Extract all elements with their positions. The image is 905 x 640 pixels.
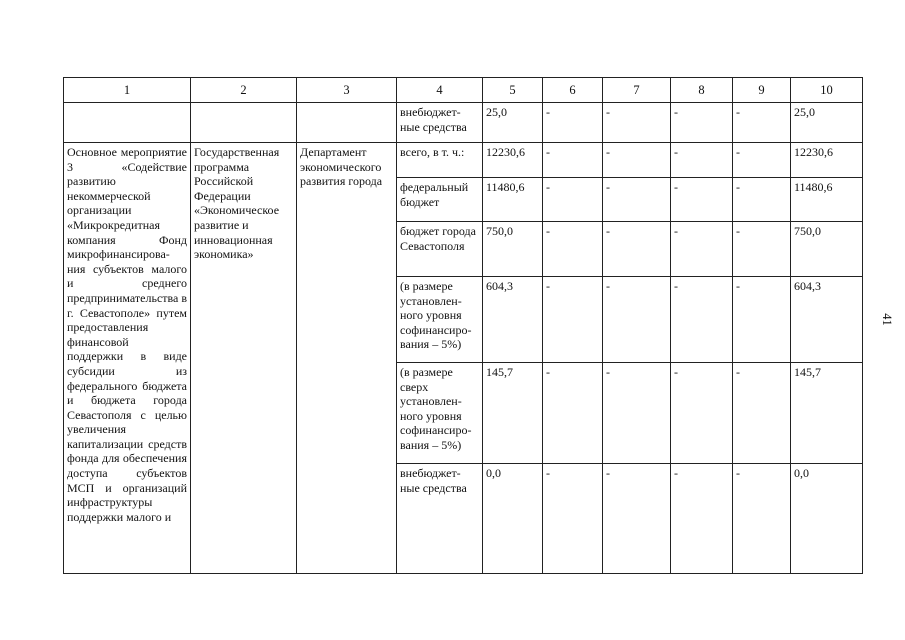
value-cell: - xyxy=(733,222,791,277)
value-cell: - xyxy=(543,178,603,222)
header-row xyxy=(64,78,863,103)
value-cell: - xyxy=(543,277,603,363)
value-cell: 12230,6 xyxy=(483,143,543,178)
header-cell: 2 xyxy=(191,78,297,103)
value-cell: - xyxy=(733,277,791,363)
value-cell: - xyxy=(671,143,733,178)
empty-cell xyxy=(297,103,397,143)
value-cell: 11480,6 xyxy=(483,178,543,222)
table-row xyxy=(64,103,863,143)
funding-source: федеральный бюджет xyxy=(397,178,483,222)
header-cell: 8 xyxy=(671,78,733,103)
value-cell: - xyxy=(543,143,603,178)
funding-source: всего, в т. ч.: xyxy=(397,143,483,178)
value-cell: 145,7 xyxy=(791,363,863,464)
header-cell: 1 xyxy=(64,78,191,103)
value-cell: - xyxy=(603,464,671,574)
value-cell: - xyxy=(603,103,671,143)
value-cell: - xyxy=(671,103,733,143)
header-cell: 4 xyxy=(397,78,483,103)
value-cell: - xyxy=(733,143,791,178)
value-cell: - xyxy=(603,178,671,222)
value-cell: - xyxy=(671,277,733,363)
funding-source: внебюджет-ные средства xyxy=(397,464,483,574)
value-cell: 12230,6 xyxy=(791,143,863,178)
value-cell: 25,0 xyxy=(483,103,543,143)
value-cell: - xyxy=(603,277,671,363)
program-name: Государственная программа Российской Федерации «Экономическое развитие и инновационная экономика» xyxy=(191,143,297,574)
funding-source: (в размере сверх установлен-ного уровня софинансиро-вания – 5%) xyxy=(397,363,483,464)
value-cell: - xyxy=(603,363,671,464)
header-cell: 5 xyxy=(483,78,543,103)
value-cell: 11480,6 xyxy=(791,178,863,222)
table-row xyxy=(64,143,863,178)
value-cell: - xyxy=(543,363,603,464)
header-cell: 9 xyxy=(733,78,791,103)
value-cell: - xyxy=(543,103,603,143)
value-cell: 750,0 xyxy=(483,222,543,277)
page-number: 41 xyxy=(879,313,894,326)
budget-table xyxy=(63,77,863,574)
responsible-executor: Департамент экономического развития города xyxy=(297,143,397,574)
value-cell: - xyxy=(671,464,733,574)
value-cell: - xyxy=(733,103,791,143)
value-cell: - xyxy=(671,222,733,277)
header-cell: 7 xyxy=(603,78,671,103)
value-cell: - xyxy=(543,222,603,277)
value-cell: 604,3 xyxy=(791,277,863,363)
value-cell: 750,0 xyxy=(791,222,863,277)
empty-cell xyxy=(64,103,191,143)
funding-source: внебюджет-ные средства xyxy=(397,103,483,143)
header-cell: 10 xyxy=(791,78,863,103)
value-cell: 604,3 xyxy=(483,277,543,363)
value-cell: 0,0 xyxy=(791,464,863,574)
value-cell: - xyxy=(671,178,733,222)
value-cell: - xyxy=(671,363,733,464)
value-cell: - xyxy=(733,363,791,464)
header-cell: 6 xyxy=(543,78,603,103)
header-cell: 3 xyxy=(297,78,397,103)
value-cell: - xyxy=(603,222,671,277)
value-cell: - xyxy=(733,178,791,222)
value-cell: - xyxy=(603,143,671,178)
value-cell: 145,7 xyxy=(483,363,543,464)
value-cell: 0,0 xyxy=(483,464,543,574)
value-cell: 25,0 xyxy=(791,103,863,143)
measure-description: Основное мероприятие 3 «Содействие развитию некоммерческой организации «Микрокредитная компания Фонд микрофинансирова-ния субъектов малого и среднего предпринимательства в г. Севастополе» путем предоставления финансовой поддержки в виде субсидии из федерального бюджета и бюджета города Севастополя с целью увеличения капитализации средств фонда для обеспечения доступа субъектов МСП и организаций инфраструктуры поддержки малого и xyxy=(64,143,191,574)
value-cell: - xyxy=(543,464,603,574)
value-cell: - xyxy=(733,464,791,574)
funding-source: (в размере установлен-ного уровня софинансиро-вания – 5%) xyxy=(397,277,483,363)
funding-source: бюджет города Севастополя xyxy=(397,222,483,277)
empty-cell xyxy=(191,103,297,143)
